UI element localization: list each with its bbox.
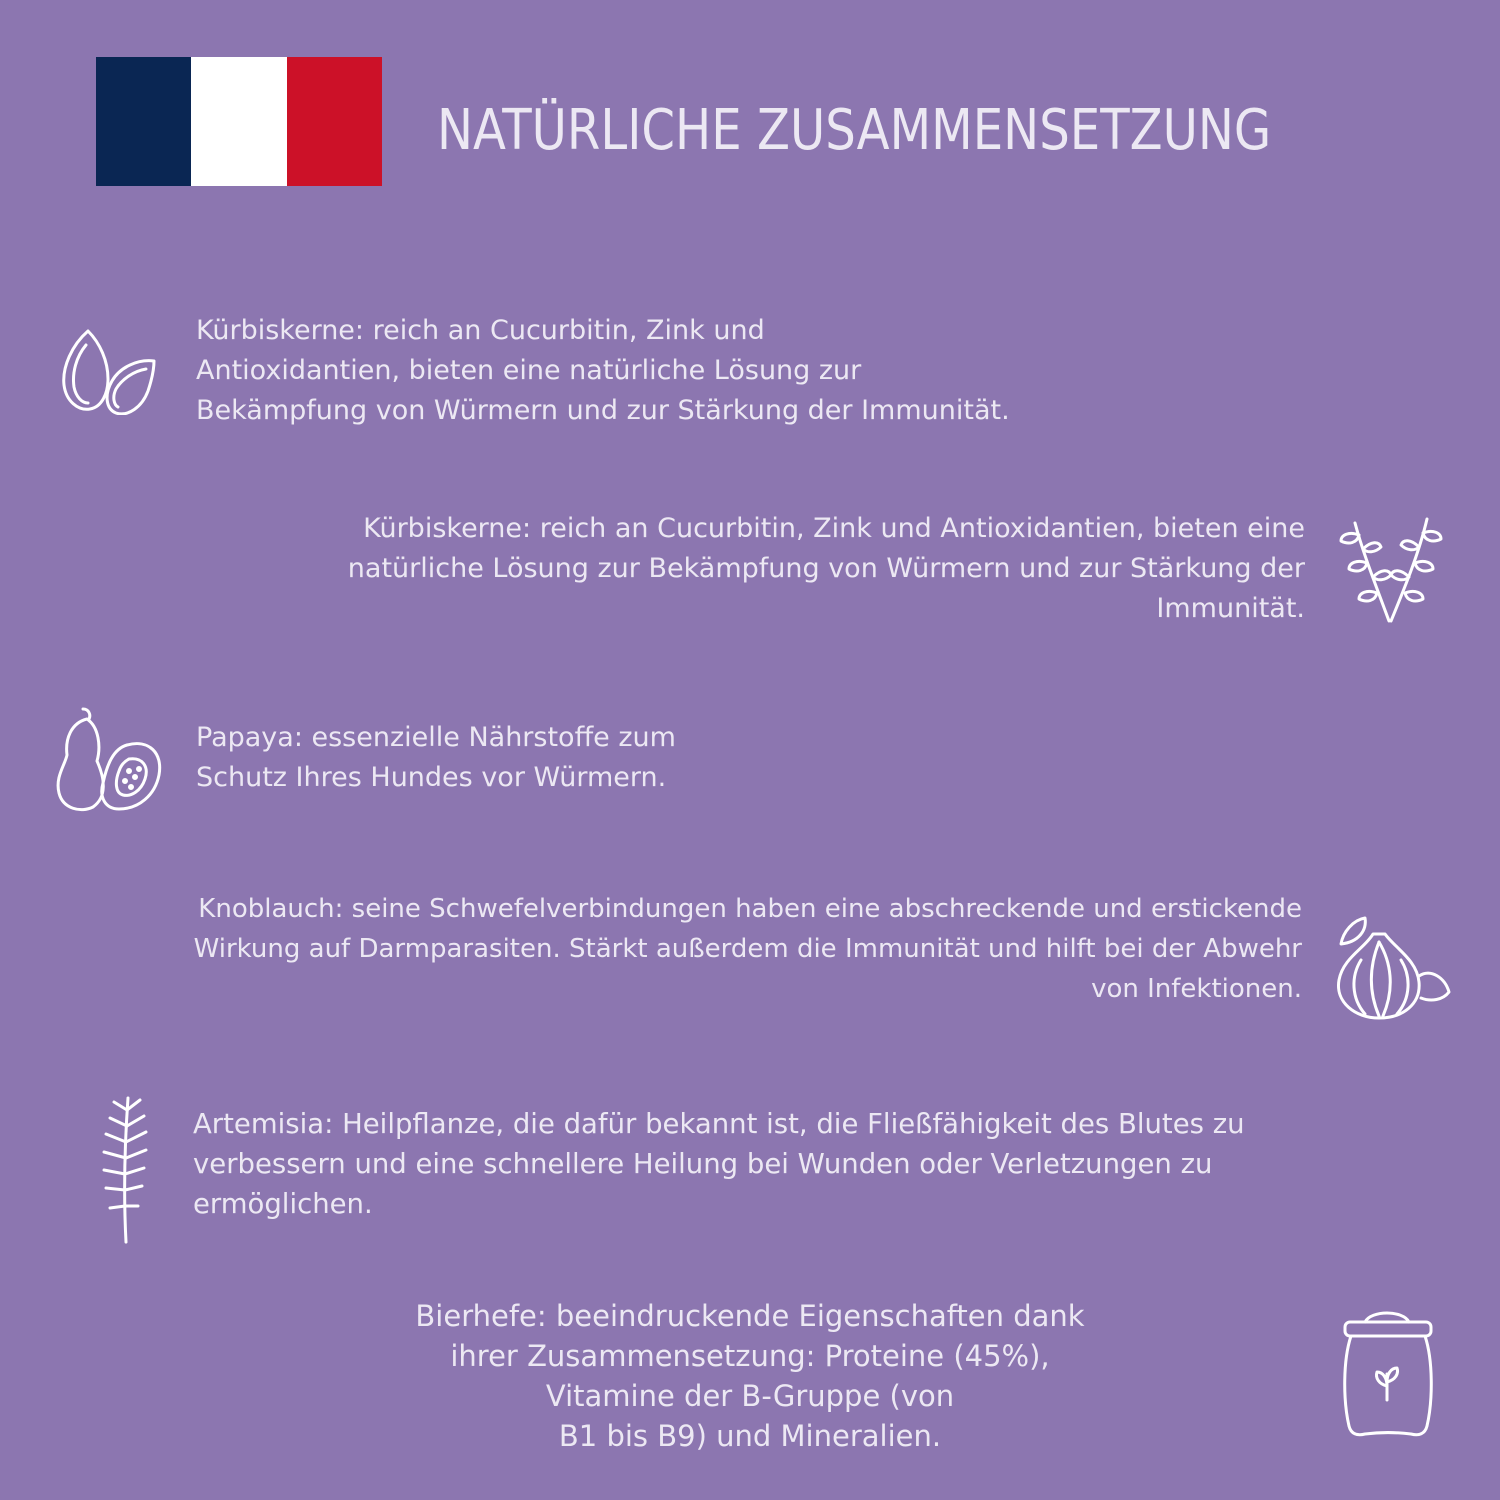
item-artemisia-text bbox=[193, 1104, 1433, 1224]
text-line: Immunität. bbox=[1156, 593, 1305, 624]
text-line: Wirkung auf Darmparasiten. Stärkt außerdem die Immunität und hilft bei der Abwehr bbox=[193, 934, 1302, 964]
text-line: Schutz Ihres Hundes vor Würmern. bbox=[196, 762, 667, 793]
artemisia-sprig-icon bbox=[96, 1094, 152, 1246]
flag-white-stripe bbox=[191, 57, 286, 186]
herb-sprig-icon bbox=[1335, 513, 1447, 627]
text-line: ihrer Zusammensetzung: Proteine (45%), bbox=[450, 1339, 1050, 1373]
text-line: Vitamine der B-Gruppe (von bbox=[545, 1379, 955, 1413]
seeds-icon bbox=[58, 327, 160, 415]
text-line: Knoblauch: seine Schwefelverbindungen haben eine abschreckende und erstickende bbox=[198, 894, 1302, 924]
text-line: Artemisia: Heilpflanze, die dafür bekannt ist, die Fließfähigkeit des Blutes zu bbox=[193, 1108, 1245, 1140]
item-papaya-text bbox=[196, 718, 896, 798]
flag-blue-stripe bbox=[96, 57, 191, 186]
text-line: von Infektionen. bbox=[1091, 974, 1302, 1004]
item-brewers-yeast-text bbox=[330, 1296, 1170, 1456]
text-line: verbessern und eine schnellere Heilung bei Wunden oder Verletzungen zu bbox=[193, 1148, 1213, 1180]
yeast-sack-icon bbox=[1337, 1300, 1437, 1440]
text-line: Antioxidantien, bieten eine natürliche Lösung zur bbox=[196, 355, 862, 386]
page-title: NATÜRLICHE ZUSAMMENSETZUNG bbox=[437, 98, 1272, 163]
text-line: ermöglichen. bbox=[193, 1188, 373, 1220]
text-line: Kürbiskerne: reich an Cucurbitin, Zink und bbox=[196, 315, 765, 346]
text-line: B1 bis B9) und Mineralien. bbox=[558, 1419, 942, 1453]
text-line: Papaya: essenzielle Nährstoffe zum bbox=[196, 722, 676, 753]
item-pumpkin-seeds-repeat-text bbox=[110, 509, 1305, 629]
papaya-icon bbox=[53, 705, 163, 813]
text-line: natürliche Lösung zur Bekämpfung von Würmern und zur Stärkung der bbox=[347, 553, 1305, 584]
item-garlic-text bbox=[30, 889, 1302, 1009]
flag-red-stripe bbox=[287, 57, 382, 186]
garlic-icon bbox=[1333, 914, 1453, 1022]
text-line: Bekämpfung von Würmern und zur Stärkung der Immunität. bbox=[196, 395, 1010, 426]
item-pumpkin-seeds-text bbox=[196, 311, 1306, 431]
text-line: Bierhefe: beeindruckende Eigenschaften dank bbox=[415, 1299, 1085, 1333]
french-flag bbox=[96, 57, 382, 186]
text-line: Kürbiskerne: reich an Cucurbitin, Zink und Antioxidantien, bieten eine bbox=[363, 513, 1305, 544]
